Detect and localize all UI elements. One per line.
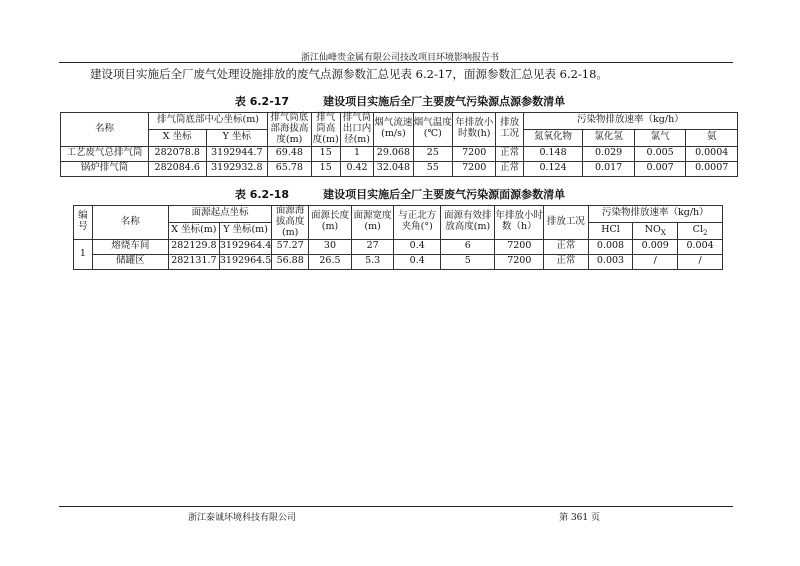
cell: 正常 [496, 161, 523, 176]
cell: 7200 [453, 161, 496, 176]
table1-title: 建设项目实施后全厂主要废气污染源点源参数清单 [323, 95, 566, 108]
cell: 27 [351, 239, 394, 254]
cell: 工艺废气总排气筒 [61, 146, 149, 161]
header-velocity: 烟气流速(m/s) [374, 113, 413, 147]
cell: 3192944.7 [206, 146, 268, 161]
cell: 0.009 [633, 239, 678, 254]
header-length: 面源长度(m) [309, 206, 352, 240]
table1-number: 表 6.2-17 [234, 95, 290, 108]
page-header-title: 浙江仙峰贵金属有限公司技改项目环境影响报告书 [300, 53, 499, 63]
footer-company: 浙江泰诚环境科技有限公司 [188, 513, 297, 523]
table2-title: 建设项目实施后全厂主要废气污染源面源参数清单 [323, 188, 566, 201]
header-rule [59, 62, 733, 63]
cell: / [678, 254, 723, 269]
header-name: 名称 [61, 113, 149, 147]
cell: 7200 [495, 239, 544, 254]
header-name: 名称 [92, 206, 168, 240]
cell: / [633, 254, 678, 269]
cell: 29.068 [374, 146, 413, 161]
cell: 0.4 [394, 239, 441, 254]
table2-number: 表 6.2-18 [234, 188, 290, 201]
cl2-sub: 2 [702, 228, 708, 237]
header-angle: 与正北方夹角(°) [394, 206, 441, 240]
cell: 5.3 [351, 254, 394, 269]
cell: 0.005 [634, 146, 686, 161]
cell: 69.48 [268, 146, 311, 161]
cell: 0.42 [340, 161, 373, 176]
header-mode: 排放工况 [544, 206, 589, 240]
header-mode: 排放工况 [496, 113, 523, 147]
header-elevation: 面源海拔高度(m) [272, 206, 309, 240]
header-y: Y 坐标 [206, 129, 268, 146]
cell: 56.88 [272, 254, 309, 269]
cell: 0.004 [678, 239, 723, 254]
table-row [61, 161, 738, 176]
header-nox [633, 222, 678, 239]
header-cl2 [678, 222, 723, 239]
cell: 0.4 [394, 254, 441, 269]
cell: 57.27 [272, 239, 309, 254]
cell: 5 [441, 254, 495, 269]
cell: 282129.8 [168, 239, 219, 254]
cell: 0.029 [583, 146, 635, 161]
header-hcl: HCl [588, 222, 633, 239]
cell: 55 [413, 161, 452, 176]
cell: 15 [311, 161, 340, 176]
cell: 7200 [495, 254, 544, 269]
header-temp: 烟气温度(℃) [413, 113, 452, 147]
cell: 282131.7 [168, 254, 219, 269]
header-pollutant: 氨 [686, 129, 738, 146]
cell: 65.78 [268, 161, 311, 176]
point-source-table [60, 112, 738, 177]
nox-main: NO [644, 223, 661, 235]
cell: 7200 [453, 146, 496, 161]
cell: 6 [441, 239, 495, 254]
header-eff-height: 面源有效排放高度(m) [441, 206, 495, 240]
header-hours: 年排放小时数（h） [495, 206, 544, 240]
cell: 0.003 [588, 254, 633, 269]
cell: 3192964.5 [219, 254, 271, 269]
cell: 储罐区 [92, 254, 168, 269]
cell: 锅炉排气筒 [61, 161, 149, 176]
header-coord-group: 排气筒底部中心坐标(m) [148, 113, 267, 130]
cell: 正常 [544, 239, 589, 254]
header-pollutant: 氯气 [634, 129, 686, 146]
footer-rule [59, 506, 733, 507]
cell: 0.008 [588, 239, 633, 254]
header-y: Y 坐标(m) [219, 222, 271, 239]
header-x: X 坐标 [148, 129, 206, 146]
header-rate-group: 污染物排放速率（kg/h） [588, 206, 722, 223]
nox-sub: X [660, 228, 666, 237]
table-row [74, 254, 723, 269]
cell: 熔烧车间 [92, 239, 168, 254]
header-pollutant: 氯化氢 [583, 129, 635, 146]
cell: 0.007 [634, 161, 686, 176]
cell: 30 [309, 239, 352, 254]
cl2-main: Cl [692, 223, 703, 235]
row-number: 1 [74, 239, 93, 269]
header-elevation: 排气筒底部海拔高度(m) [268, 113, 311, 147]
cell: 0.0007 [686, 161, 738, 176]
cell: 正常 [544, 254, 589, 269]
header-no: 编号 [74, 206, 93, 240]
cell: 15 [311, 146, 340, 161]
cell: 0.148 [523, 146, 583, 161]
header-rate-group: 污染物排放速率（kg/h） [523, 113, 737, 130]
cell: 282084.6 [148, 161, 206, 176]
cell: 0.017 [583, 161, 635, 176]
header-coord-group: 面源起点坐标 [168, 206, 271, 223]
header-height: 排气筒高度(m) [312, 112, 339, 145]
cell: 32.048 [374, 161, 413, 176]
area-source-table [73, 205, 723, 270]
header-hours: 年排放小时数(h) [453, 113, 496, 147]
cell: 3192964.4 [219, 239, 271, 254]
table2-caption [0, 186, 800, 202]
header-pollutant: 氮氧化物 [523, 129, 583, 146]
cell: 282078.8 [148, 146, 206, 161]
cell: 0.0004 [686, 146, 738, 161]
header-x: X 坐标(m) [168, 222, 219, 239]
header-diameter: 排气筒出口内径(m) [340, 113, 373, 147]
table1-caption [0, 93, 800, 109]
intro-paragraph: 建设项目实施后全厂废气处理设施排放的废气点源参数汇总见表 6.2-17，面源参数汇总见表 6.2-18。 [90, 67, 608, 81]
cell: 0.124 [523, 161, 583, 176]
table-row [74, 239, 723, 254]
header-width: 面源宽度(m) [351, 206, 394, 240]
cell: 26.5 [309, 254, 352, 269]
table-row [61, 146, 738, 161]
footer-page-number: 第 361 页 [559, 513, 600, 523]
cell: 25 [413, 146, 452, 161]
cell: 3192932.8 [206, 161, 268, 176]
cell: 正常 [496, 146, 523, 161]
cell: 1 [340, 146, 373, 161]
